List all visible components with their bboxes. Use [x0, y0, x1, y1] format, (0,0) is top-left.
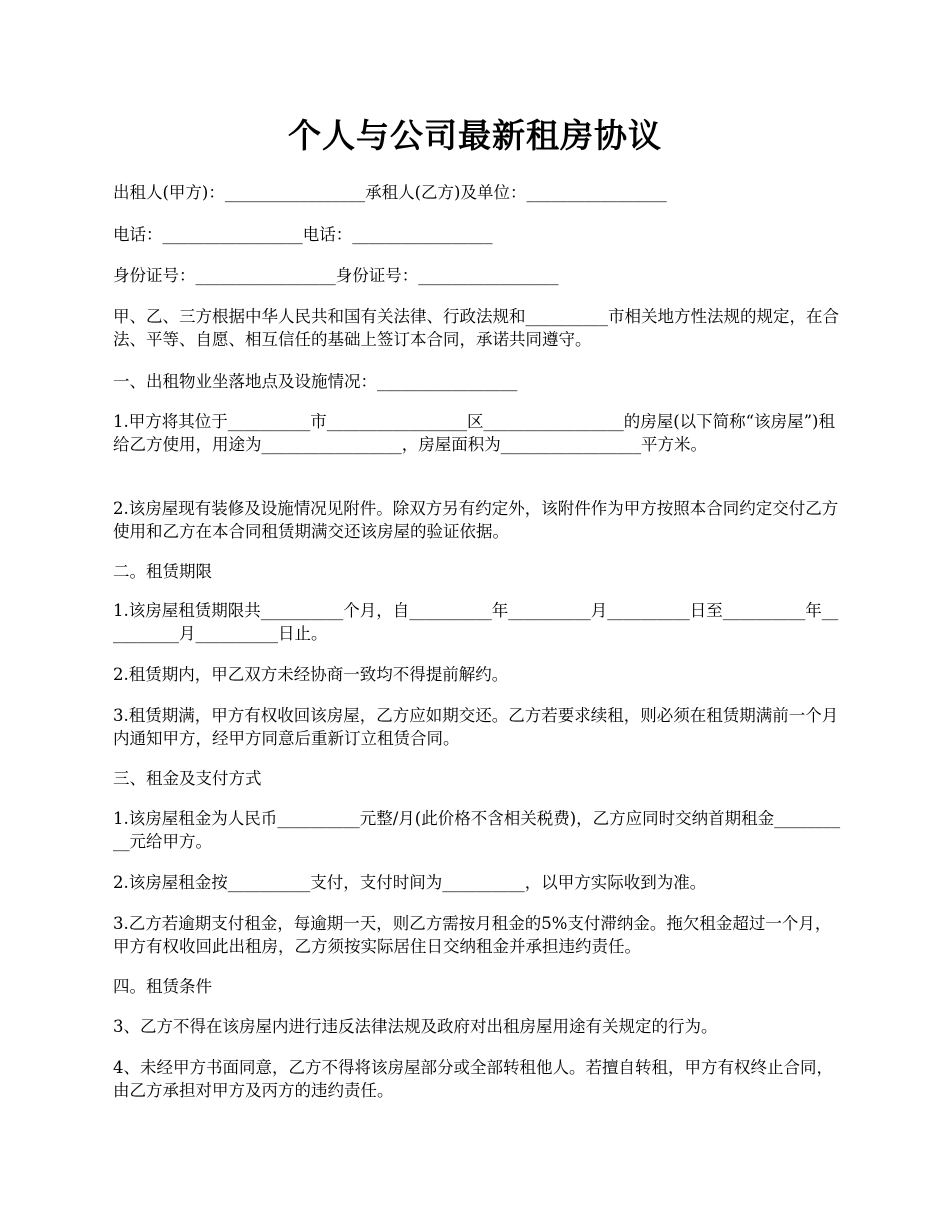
- document-title: 个人与公司最新租房协议: [288, 116, 662, 155]
- section-2-heading: 二。租赁期限: [113, 562, 212, 581]
- section-4-heading: 四。租赁条件: [113, 977, 212, 996]
- clause-3-1: 1.该房屋租金为人民币__________元整/月(此价格不含相关税费)，乙方应同时交纳首期租金__________元给甲方。: [113, 809, 841, 851]
- clause-3-2: 2.该房屋租金按__________支付，支付时间为__________，以甲方实际收到为准。: [113, 873, 707, 892]
- clause-1-2: 2.该房屋现有装修及设施情况见附件。除双方另有约定外，该附件作为甲方按照本合同约定交付乙方使用和乙方在本合同租赁期满交还该房屋的验证依据。: [113, 499, 839, 541]
- party-names-line: 出租人(甲方)：_________________承租人(乙方)及单位：_________________: [113, 183, 667, 202]
- section-3-heading: 三、租金及支付方式: [113, 769, 262, 788]
- clause-2-3: 3.租赁期满，甲方有权收回该房屋，乙方应如期交还。乙方若要求续租，则必须在租赁期满前一个月内通知甲方，经甲方同意后重新订立租赁合同。: [113, 706, 839, 748]
- section-1-heading: 一、出租物业坐落地点及设施情况：_________________: [113, 372, 518, 391]
- clause-2-2: 2.租赁期内，甲乙双方未经协商一致均不得提前解约。: [113, 665, 509, 684]
- id-number-line: 身份证号：_________________身份证号：_________________: [113, 266, 559, 285]
- clause-2-1: 1.该房屋租赁期限共__________个月，自__________年__________月__________日至__________年__________月__________日止。: [113, 601, 839, 643]
- phone-line: 电话：_________________电话：_________________: [113, 225, 493, 244]
- clause-4-4: 4、未经甲方书面同意，乙方不得将该房屋部分或全部转租他人。若擅自转租，甲方有权终止合同，由乙方承担对甲方及丙方的违约责任。: [113, 1058, 833, 1100]
- clause-4-3: 3、乙方不得在该房屋内进行违反法律法规及政府对出租房屋用途有关规定的行为。: [113, 1017, 718, 1036]
- preamble-paragraph: 甲、乙、三方根据中华人民共和国有关法律、行政法规和__________市相关地方性法规的规定，在合法、平等、自愿、相互信任的基础上签订本合同，承诺共同遵守。: [113, 307, 839, 349]
- clause-1-1: 1.甲方将其位于__________市_________________区_________________的房屋(以下简称“该房屋”)租给乙方使用，用途为_________________，房屋面积为_________________平方米。: [113, 412, 835, 454]
- clause-3-3: 3.乙方若逾期支付租金，每逾期一天，则乙方需按月租金的5%支付滞纳金。拖欠租金超过一个月，甲方有权收回此出租房，乙方须按实际居住日交纳租金并承担违约责任。: [113, 914, 832, 956]
